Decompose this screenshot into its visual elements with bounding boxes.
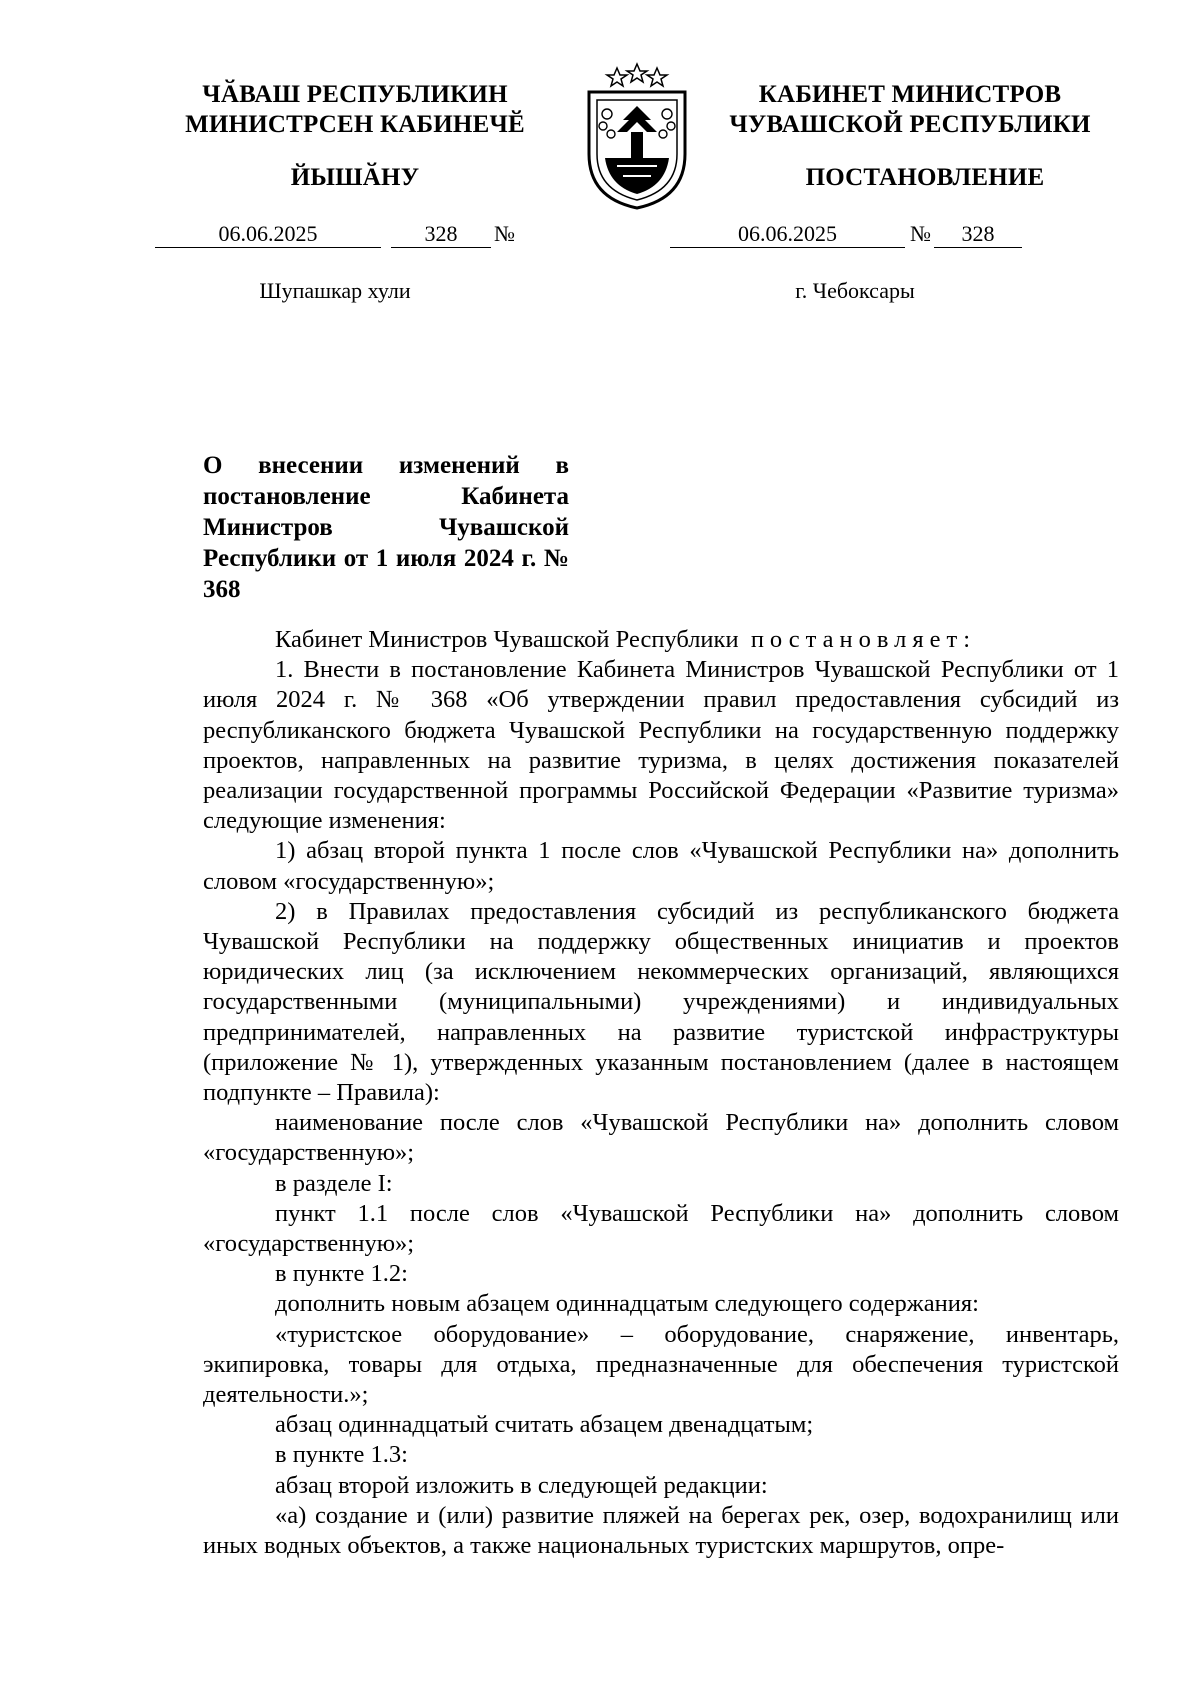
body-paragraph: 2) в Правилах предоставления субсидий из республиканского бюджета Чувашской Республики на поддержку общественных инициатив и проектов юридических лиц (за исключением некоммерческих организаций, являющихся государственными (муниципальными) учреждениями) и индивидуальных предпринимателей, направленных на развитие туристской инфраструктуры (приложение № 1), утвержденных указанным постановлением (далее в настоящем подпункте – Правила): [203,897,1119,1107]
decree-word: постановляет: [750,626,977,653]
body-paragraph: дополнить новым абзацем одиннадцатым следующего содержания: [275,1290,979,1318]
chuvash-coat-of-arms-icon [567,62,707,212]
left-org-line2: МИНИСТРСЕН КАБИНЕЧӖ [185,111,525,138]
body-paragraph: наименование после слов «Чувашской Республики на» дополнить словом «государственную»; [203,1109,1119,1167]
body-paragraph: 1. Внести в постановление Кабинета Министров Чувашской Республики от 1 июля 2024 г. № 368 «Об утверждении правил предоставления субсидий из республиканского бюджета Чувашской Республики на государственную поддержку проектов, направленных на развитие туризма, в целях достижения показателей реализации государственной программы Российской Федерации «Развитие туризма» следующие изменения: [203,656,1119,835]
left-place: Шупашкар хули [259,278,411,303]
right-document-type: ПОСТАНОВЛЕНИЕ [805,164,1045,191]
left-date-field: 06.06.2025 [155,221,381,248]
left-number-sign: № [494,221,515,246]
document-subject: О внесении изменений в постановление Кабинета Министров Чувашской Республики от 1 июля 2024 г. № 368 [203,452,569,603]
right-org-line1: КАБИНЕТ МИНИСТРОВ [758,81,1062,108]
preamble-text: Кабинет Министров Чувашской Республики [275,626,739,653]
right-org-line2: ЧУВАШСКОЙ РЕСПУБЛИКИ [729,111,1091,138]
body-paragraph: «а) создание и (или) развитие пляжей на берегах рек, озер, водохранилищ или иных водных объектов, а также национальных туристских маршрутов, опре- [203,1501,1119,1560]
body-paragraph: «туристское оборудование» – оборудование, снаряжение, инвентарь, экипировка, товары для отдыха, предназначенные для обеспечения туристской деятельности.»; [203,1320,1119,1409]
right-number-sign: № [910,221,931,246]
left-organization-name [150,80,560,140]
body-paragraph: в пункте 1.2: [275,1260,408,1288]
preamble [203,625,1119,655]
right-organization-name [700,80,1120,140]
right-date-field: 06.06.2025 [670,221,905,248]
body-paragraph: абзац второй изложить в следующей редакции: [275,1471,768,1499]
left-document-type: ЙЫШӐНУ [290,164,420,191]
body-paragraph: пункт 1.1 после слов «Чувашской Республики на» дополнить словом «государственную»; [203,1199,1119,1258]
right-place: г. Чебоксары [795,278,915,303]
left-number-field: 328 [391,221,491,248]
body-paragraph: 1) абзац второй пункта 1 после слов «Чувашской Республики на» дополнить словом «государственную»; [203,837,1119,895]
body-paragraph: в пункте 1.3: [275,1441,408,1469]
left-org-line1: ЧӐВАШ РЕСПУБЛИКИН [202,81,508,108]
body-paragraph: абзац одиннадцатый считать абзацем двенадцатым; [275,1411,814,1439]
body-paragraph: в разделе I: [275,1169,393,1197]
right-number-field: 328 [934,221,1022,248]
document-body [203,625,1119,1561]
